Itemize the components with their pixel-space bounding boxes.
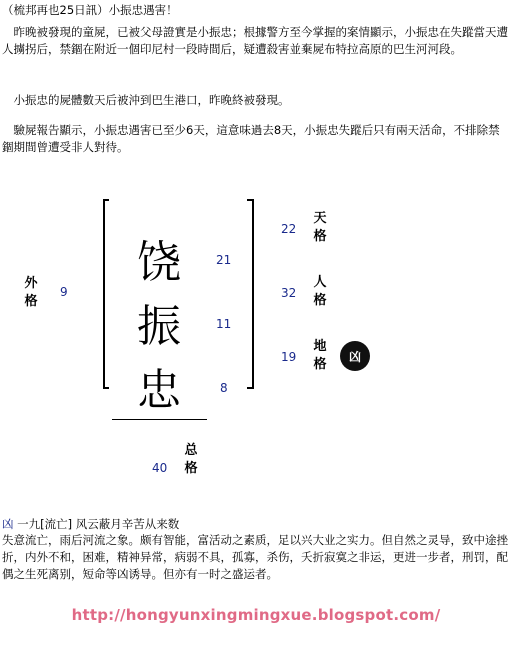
stroke-count-3: 8 — [220, 381, 228, 395]
left-bracket — [103, 199, 105, 389]
ren-value: 32 — [281, 286, 297, 300]
verdict-badge: 凶 — [340, 341, 370, 371]
stroke-count-2: 11 — [216, 317, 232, 331]
verdict-text: 凶 — [2, 517, 14, 531]
watermark-url: http://hongyunxingmingxue.blogspot.com/ — [71, 606, 441, 624]
heading-text: 一九[流亡] 风云蔽月辛苦从来数 — [17, 517, 180, 531]
zong-value: 40 — [152, 461, 168, 475]
tian-value: 22 — [281, 222, 297, 236]
tian-label: 天格 — [313, 211, 327, 244]
di-value: 19 — [281, 350, 297, 364]
ren-label: 人格 — [313, 275, 327, 308]
name-char-2: 振 — [137, 301, 181, 352]
wai-label: 外格 — [24, 276, 38, 309]
interpretation-body: 失意流亡，雨后河流之象。颇有智能，富活动之素质，足以兴大业之实力。但自然之灵导，致中途挫折，内外不和，困难，精神异常，病弱不具，孤寡，杀伤，夭折寂寞之非运，更进一步者，刑罚，配偶之生死离别，短命等凶诱导。但亦有一时之盛运者。 — [2, 533, 508, 581]
stroke-count-1: 21 — [216, 253, 232, 267]
interpretation-heading — [2, 516, 510, 533]
di-label: 地格 — [313, 339, 327, 372]
article-title: （梳邦再也25日訊）小振忠遇害！ — [2, 3, 178, 17]
wai-value: 9 — [60, 285, 68, 299]
right-bracket — [252, 199, 254, 389]
bottom-rule — [112, 419, 207, 420]
article-paragraph-1: 昨晚被發現的童屍，已被父母證實是小振忠；根據警方至今掌握的案情顯示，小振忠在失蹤當天遭人擄拐后，禁錮在附近一個印尼村一段時間后，疑遭殺害並棄屍布特拉高原的巴生河河段。 — [2, 25, 508, 56]
name-char-3: 忠 — [137, 365, 181, 416]
article-paragraph-2: 小振忠的屍體數天后被沖到巴生港口，昨晚終被發現。 — [2, 93, 290, 107]
zong-label: 总格 — [184, 443, 198, 476]
article-paragraph-3: 驗屍報告顯示，小振忠遇害已至少6天，這意味過去8天，小振忠失蹤后只有兩天活命，不排除禁錮期間曾遭受非人對待。 — [2, 123, 500, 154]
name-char-1: 饶 — [137, 237, 181, 288]
